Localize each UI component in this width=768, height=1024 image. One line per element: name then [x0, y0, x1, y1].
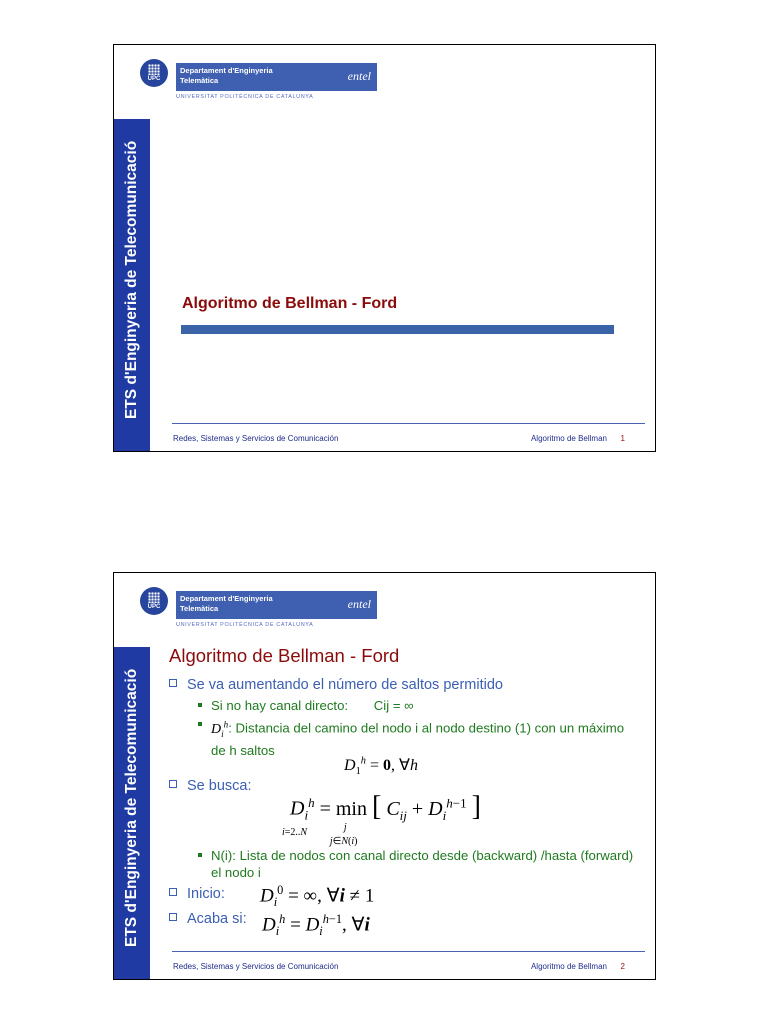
sub-bullet-neighbors: [211, 847, 641, 881]
footer-divider: [172, 951, 645, 952]
formula-d1h-zero: $D_1^h = 0$, ∀h: [344, 755, 418, 778]
footer-topic: Algoritmo de Bellman: [530, 434, 607, 443]
square-bullet-icon: [169, 780, 177, 788]
footer-divider: [172, 423, 645, 424]
page-number: 2: [620, 962, 625, 971]
footer-course: Redes, Sistemas y Servicios de Comunicación: [173, 962, 339, 971]
upc-logo: [140, 587, 168, 615]
square-bullet-icon: [169, 679, 177, 687]
slide-title: Algoritmo de Bellman - Ford: [169, 645, 400, 666]
university-name: UNIVERSITAT POLITÈCNICA DE CATALUNYA: [176, 94, 314, 100]
upc-logo-text: UPC: [147, 76, 161, 82]
department-name-line2: Telemàtica: [180, 604, 219, 613]
bullet-se-busca: [169, 778, 252, 794]
university-name: UNIVERSITAT POLITÈCNICA DE CATALUNYA: [176, 622, 314, 628]
sub-bullet-text: Si no hay canal directo:: [211, 698, 349, 713]
sub-bullet-icon: [198, 703, 202, 707]
upc-logo-text: UPC: [147, 604, 161, 610]
entel-logo: entel: [347, 69, 371, 83]
bullet-text: Se va aumentando el número de saltos permitido: [187, 677, 503, 693]
footer-course: Redes, Sistemas y Servicios de Comunicación: [173, 434, 339, 443]
sub-bullet-icon: [198, 853, 202, 857]
formula-bellman-recursion: $D_i^h$ i=2..N = min j j∈N(i) [ $C_{ij} + D_i^{h-1}$ ]: [282, 791, 481, 847]
sub-bullet-text: : Distancia del camino del nodo i al nodo destino (1) con un máximo de h saltos: [211, 720, 625, 759]
slide-1: [113, 44, 656, 452]
sidebar-label: ETS d'Enginyeria de Telecomunicació: [123, 140, 140, 419]
bullet-text: Acaba si:: [187, 911, 247, 927]
bullet-inicio: [169, 886, 225, 902]
sub-bullet-no-direct-channel: [211, 697, 631, 714]
dih-symbol: $D_i^h$: [211, 719, 229, 739]
sidebar: [114, 119, 150, 451]
sidebar: [114, 647, 150, 979]
department-banner: [176, 63, 377, 91]
title-underline-bar: [181, 325, 614, 334]
sub-bullet-text: N(i): Lista de nodos con canal directo desde (backward) /hasta (forward) el nodo i: [211, 848, 634, 880]
bullet-acaba-si: [169, 911, 247, 927]
sidebar-label: ETS d'Enginyeria de Telecomunicació: [123, 668, 140, 947]
square-bullet-icon: [169, 888, 177, 896]
slide-2: [113, 572, 656, 980]
upc-logo-dots: [148, 592, 160, 603]
bullet-text: Se busca:: [187, 778, 252, 794]
department-name-line1: Departament d'Enginyeria: [180, 66, 273, 75]
page-number: 1: [620, 434, 625, 443]
sub-bullet-icon: [198, 722, 202, 726]
formula-init: $D_i^0$ = ∞, ∀i ≠ 1: [260, 883, 375, 910]
sub-bullet-distance-definition: [211, 716, 641, 759]
slide-title: Algoritmo de Bellman - Ford: [182, 295, 398, 312]
bullet-text: Inicio:: [187, 886, 225, 902]
bullet-increase-hops: [169, 677, 503, 693]
footer-topic: Algoritmo de Bellman: [530, 962, 607, 971]
department-name-line2: Telemàtica: [180, 76, 219, 85]
cij-infinity-text: Cij = ∞: [373, 698, 414, 713]
entel-logo: entel: [347, 597, 371, 611]
department-name-line1: Departament d'Enginyeria: [180, 594, 273, 603]
square-bullet-icon: [169, 913, 177, 921]
upc-logo: [140, 59, 168, 87]
formula-stop: $D_i^h = D_i^{h-1}$, ∀i: [262, 912, 370, 939]
upc-logo-dots: [148, 64, 160, 75]
department-banner: [176, 591, 377, 619]
